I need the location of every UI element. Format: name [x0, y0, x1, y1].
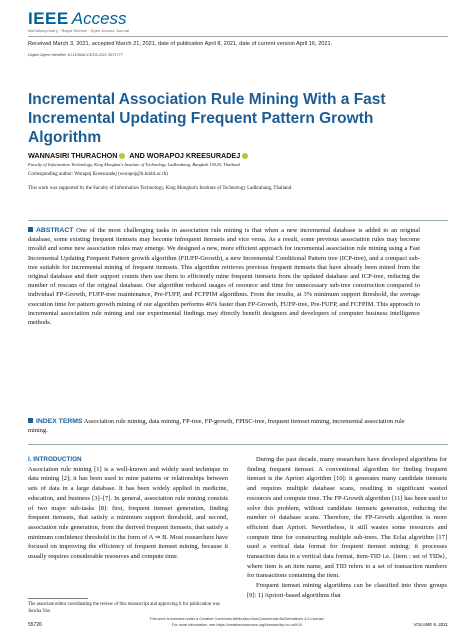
orcid-icon[interactable] — [119, 153, 125, 159]
header-divider — [28, 36, 448, 37]
author-separator: AND — [129, 151, 145, 160]
abstract-block — [28, 226, 420, 327]
abstract-divider — [28, 220, 448, 221]
received-dates: Received March 3, 2021, accepted March 21, 2021, date of publication April 8, 2021, date of current version April 16, 2021. — [28, 41, 333, 47]
author-list — [28, 151, 448, 160]
license-link[interactable]: For more information, see https://creativecommons.org/licenses/by-nc-nd/4.0/ — [171, 623, 303, 627]
logo-ieee-text: IEEE — [28, 9, 69, 28]
editor-footnote: The associate editor coordinating the review of this manuscript and approving it for publication was Juncha Yan — [28, 602, 220, 614]
abstract-text: One of the most challenging tasks in association rule mining is that when a new incremental database is added to an original database, some existing frequent itemsets may become infrequent itemsets and vice versa. As a result, some previous association rules may become invalid and some new association rules may emerge. We designed a new, more efficient approach for incremental association rule mining using a Fast Incremental Updating Frequent Pattern growth algorithm (FIUFP-Growth), a new Incremental Conditional Pattern tree (ICP-tree), and a compact sub-tree suitable for incremental mining of frequent itemsets. This algorithm retrieves previous frequent itemsets that have already been mined from the original database and their support counts then use them to efficiently mine frequent itemsets from the updated database and ICP-tree, reducing the number of rescans of the original database. Our algorithm reduced usages of resource and time for unnecessary sub-tree construction compared to individual FP-Growth, FUFP-tree maintenance, Pre-FUFP, and FCFPIM algorithms. From the results, at 3% minimum support threshold, the average execution time for pattern growth mining of our algorithm performs 46% faster than FP-Growth, FUFP-tree, Pre-FUFP, and FCFPIM. This approach to incremental association rule mining and our experimental findings may directly benefit designers and developers of computer business intelligence methods. — [28, 227, 421, 327]
funding-note: This work was supported by the Faculty of Information Technology, King Mongkut's Institute of Technology Ladkrabang, Thailand. — [28, 186, 293, 191]
left-column — [28, 455, 228, 562]
paper-title: Incremental Association Rule Mining With a Fast Incremental Updating Frequent Pattern Growth Algorithm — [28, 91, 386, 146]
square-bullet-icon — [28, 227, 33, 232]
body-paragraph: Frequent itemset mining algorithms can be classified into three groups [9]: 1) Apriori-based algorithms that — [247, 582, 447, 599]
affiliation: Faculty of Information Technology, King Mongkut's Institute of Technology Ladkrabang, Bangkok 10520, Thailand — [28, 162, 240, 167]
index-terms-heading: INDEX TERMS — [36, 418, 83, 425]
body-paragraph: Association rule mining [1] is a well-known and widely used technique in data mining [2]; it has been used to mine patterns or relationships between sets of data in a large database. It has been widely applied in medicine, education, and business [3]–[7]. In general, association rule mining consists of two major sub-tasks [8]: first, frequent itemset generation, finding frequent itemsets, that satisfy a minimum support threshold, and second, association rule generation, from the derived frequent itemsets, that satisfy a minimum confidence threshold in the form of A ⇒ B. Most researchers have focused on improving the efficiency of frequent itemset mining, because it usually requires considerable resources and compute time. — [28, 465, 228, 561]
author-name: WORAPOJ KREESURADEJ — [146, 151, 241, 160]
author-name: WANNASIRI THURACHON — [28, 151, 118, 160]
corresponding-author: Corresponding author: Worapoj Kreesuradej (worapoj@it.kmitl.ac.th) — [28, 172, 168, 177]
right-column — [247, 455, 447, 601]
footnote-divider — [28, 598, 88, 599]
page-number: 55726 — [28, 622, 42, 628]
logo-tagline: Multidisciplinary : Rapid Review : Open Access Journal — [28, 29, 130, 33]
orcid-icon[interactable] — [242, 153, 248, 159]
index-terms-text: Association rule mining, data mining, FP-tree, FP-growth, FPISC-tree, frequent itemset mining, incremental association rule mining. — [28, 418, 405, 435]
body-divider — [28, 444, 448, 445]
abstract-heading: ABSTRACT — [36, 227, 74, 234]
license-notice — [120, 616, 354, 628]
square-bullet-icon — [28, 418, 33, 423]
volume-label: VOLUME 9, 2021 — [413, 622, 448, 627]
journal-logo — [28, 9, 188, 31]
body-paragraph: During the past decade, many researchers have developed algorithms for finding frequent itemset. A conventional algorithm for finding frequent itemset is the Apriori algorithm [10]: it generates many candidate itemsets and requires multiple database scans, resulting in significant wasted resources and compute time. The FP-Growth algorithm [11] has been used to solve this problem, without candidate itemsets generation, reducing the number of database scans. Therefore, the FP-Growth algorithm is more efficient than Apriori. Nevertheless, it still wastes some resources and compute time for constructing multiple sub-trees. The Eclat algorithm [17] used a vertical data format for frequent itemset mining: it processes transaction data in a vertical data format, item-TID i.e. {item : set of TIDs}, where item is an item name, and TID refers to a set of transaction numbers for transactions containing the item. — [247, 456, 447, 580]
doi-line: Digital Object Identifier 10.1109/ACCESS.2021.3071777 — [28, 53, 123, 57]
index-terms-block — [28, 417, 420, 435]
section-heading: I. INTRODUCTION — [28, 456, 82, 463]
logo-access-text: Access — [71, 9, 127, 28]
license-line: This work is licensed under a Creative Commons Attribution-NonCommercial-NoDerivatives 4.0 License. — [149, 617, 325, 621]
